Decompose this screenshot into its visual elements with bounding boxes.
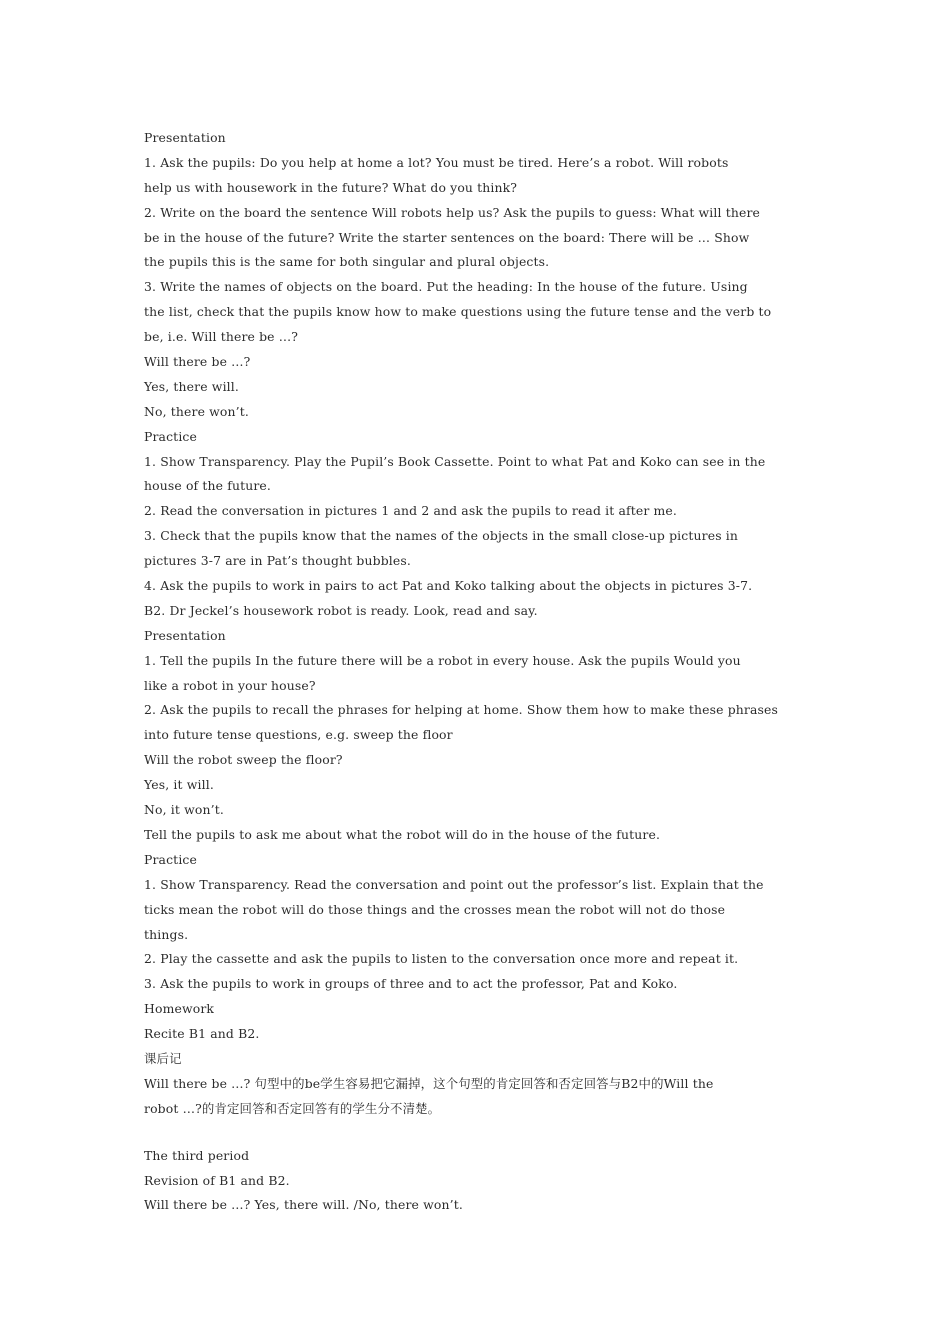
text-line: 2. Write on the board the sentence Will robots help us? Ask the pupils to guess: What will there: [144, 204, 761, 220]
text-line: 3. Ask the pupils to work in groups of three and to act the professor, Pat and Koko.: [144, 976, 678, 992]
text-line: Will there be …?: [144, 354, 251, 370]
text-line: 3. Check that the pupils know that the names of the objects in the small close-up pictures in: [144, 528, 739, 544]
text-line: Yes, it will.: [144, 777, 214, 793]
text-line: 2. Play the cassette and ask the pupils to listen to the conversation once more and repeat it.: [144, 951, 739, 967]
section-heading-homework: Homework: [144, 1001, 215, 1017]
text-line: Recite B1 and B2.: [144, 1026, 260, 1042]
text-line: Yes, there will.: [144, 378, 239, 394]
text-line: 4. Ask the pupils to work in pairs to act Pat and Koko talking about the objects in pictures 3-7.: [144, 578, 753, 594]
text-line: pictures 3-7 are in Pat’s thought bubbles.: [144, 553, 411, 569]
text-line: Revision of B1 and B2.: [144, 1172, 290, 1188]
section-heading-notes: 课后记: [144, 1050, 182, 1066]
text-line: ticks mean the robot will do those things and the crosses mean the robot will not do those: [144, 901, 726, 917]
text-line: like a robot in your house?: [144, 677, 316, 693]
section-heading-presentation: Presentation: [144, 130, 226, 145]
text-line: B2. Dr Jeckel’s housework robot is ready. Look, read and say.: [144, 602, 538, 618]
text-line: be, i.e. Will there be …?: [144, 329, 299, 345]
text-line: robot …?的肯定回答和否定回答有的学生分不清楚。: [144, 1100, 441, 1116]
text-line: No, there won’t.: [144, 403, 249, 419]
section-heading-practice: Practice: [144, 428, 198, 444]
text-line: Will there be …? 句型中的be学生容易把它漏掉，这个句型的肯定回答和否定回答与B2中的Will the: [144, 1075, 714, 1091]
text-line: 1. Show Transparency. Play the Pupil’s Book Cassette. Point to what Pat and Koko can see in the: [144, 453, 766, 469]
text-line: 2. Ask the pupils to recall the phrases for helping at home. Show them how to make these phrases: [144, 702, 779, 718]
document-body: [144, 126, 814, 1218]
text-line: No, it won’t.: [144, 802, 224, 818]
text-line: house of the future.: [144, 478, 271, 494]
text-line: things.: [144, 926, 189, 942]
text-line: 2. Read the conversation in pictures 1 and 2 and ask the pupils to read it after me.: [144, 503, 677, 519]
text-line: 1. Ask the pupils: Do you help at home a lot? You must be tired. Here’s a robot. Will robots: [144, 154, 729, 170]
blank-line: [144, 1122, 814, 1144]
text-line: into future tense questions, e.g. sweep the floor: [144, 727, 453, 743]
text-line: Will the robot sweep the floor?: [144, 752, 343, 768]
text-line: Tell the pupils to ask me about what the robot will do in the house of the future.: [144, 826, 661, 842]
section-heading-period: The third period: [144, 1147, 250, 1163]
text-line: 3. Write the names of objects on the board. Put the heading: In the house of the future. Using: [144, 279, 748, 295]
text-line: the pupils this is the same for both singular and plural objects.: [144, 254, 550, 270]
text-line: help us with housework in the future? What do you think?: [144, 179, 518, 195]
section-heading-presentation: Presentation: [144, 627, 226, 643]
text-line: 1. Show Transparency. Read the conversation and point out the professor’s list. Explain that the: [144, 876, 764, 892]
text-line: Will there be …? Yes, there will. /No, there won’t.: [144, 1197, 463, 1213]
text-line: the list, check that the pupils know how to make questions using the future tense and the verb to: [144, 304, 772, 320]
text-line: be in the house of the future? Write the starter sentences on the board: There will be … Show: [144, 229, 750, 245]
section-heading-practice: Practice: [144, 851, 198, 867]
text-line: 1. Tell the pupils In the future there will be a robot in every house. Ask the pupils Would you: [144, 652, 741, 668]
